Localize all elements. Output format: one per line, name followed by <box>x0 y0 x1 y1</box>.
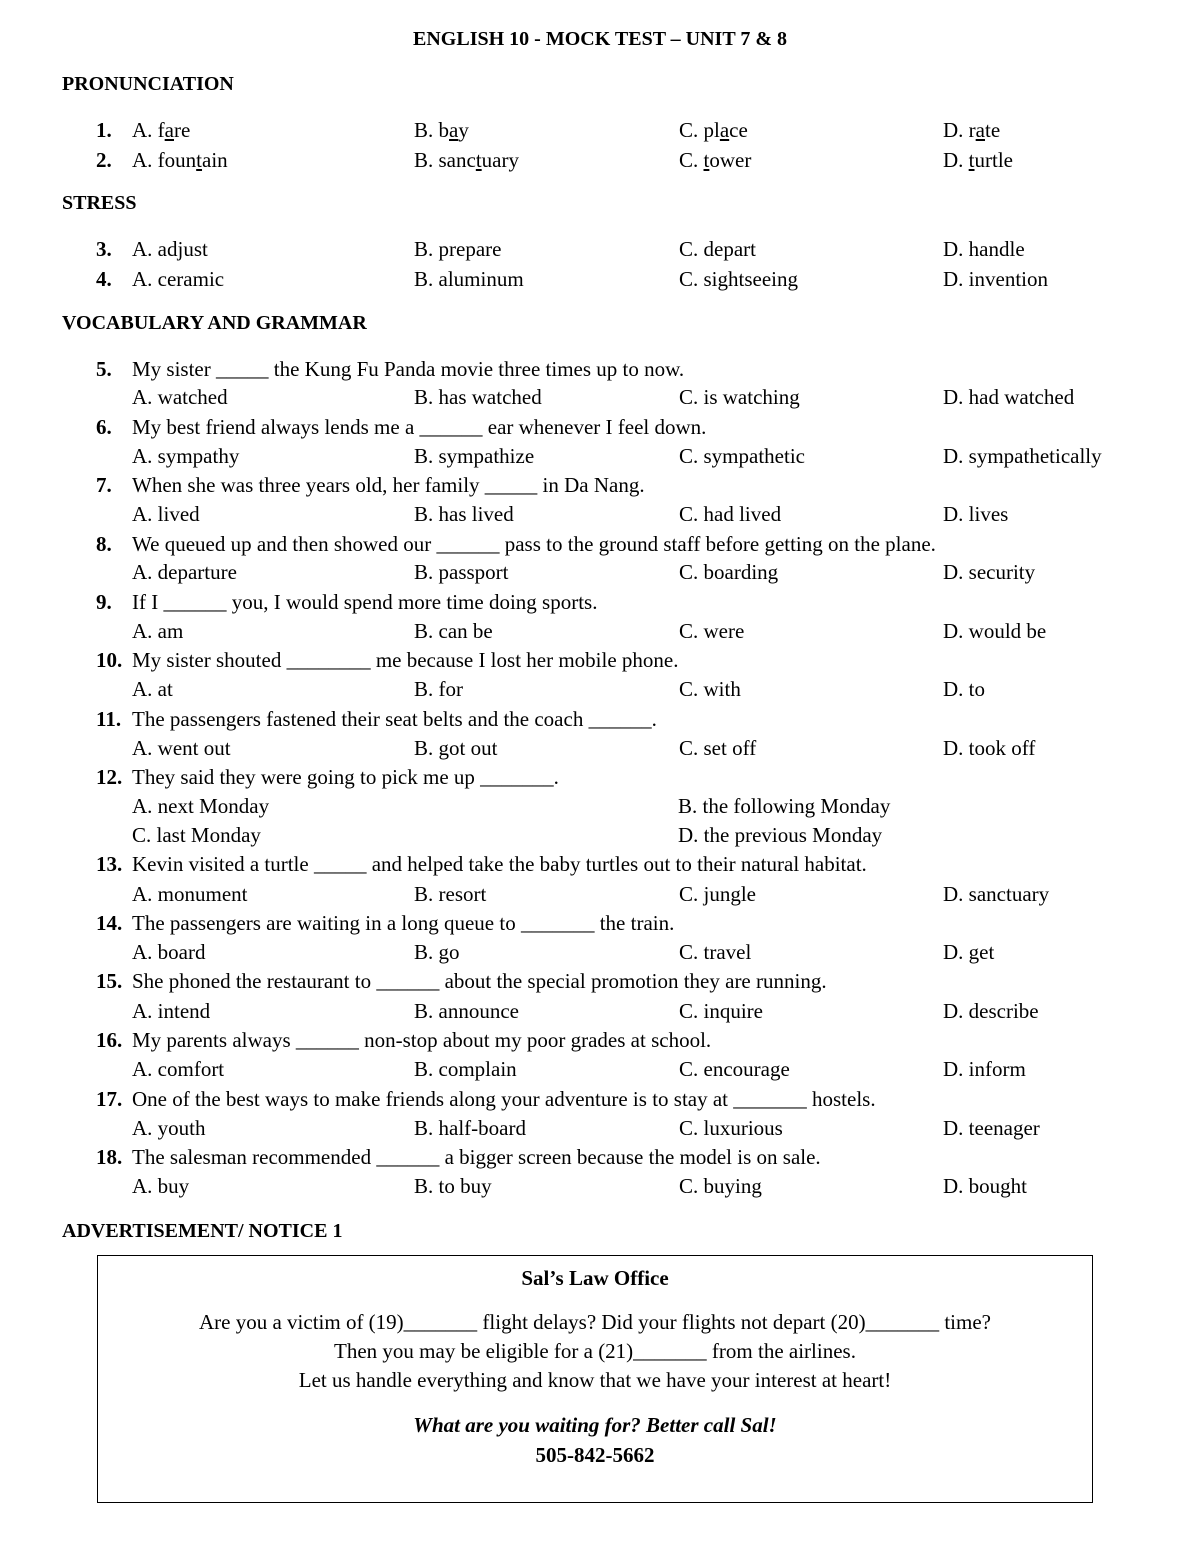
section-vocabulary-grammar: VOCABULARY AND GRAMMAR <box>62 312 367 334</box>
option-a: A. comfort <box>132 1057 225 1081</box>
option-c: C. set off <box>679 736 757 760</box>
option-c: C. encourage <box>679 1057 790 1081</box>
question-text: My parents always ______ non-stop about my poor grades at school. <box>132 1028 712 1052</box>
section-advertisement: ADVERTISEMENT/ NOTICE 1 <box>62 1220 343 1242</box>
page-title: ENGLISH 10 - MOCK TEST – UNIT 7 & 8 <box>413 28 787 50</box>
question-8-options <box>0 560 1200 590</box>
question-6 <box>0 415 1200 445</box>
question-10-options <box>0 677 1200 707</box>
advertisement-box <box>97 1255 1093 1503</box>
option-b: B. half-board <box>414 1116 526 1140</box>
question-14-options <box>0 940 1200 970</box>
option-c: C. with <box>679 677 741 701</box>
option-c: C. sightseeing <box>679 267 798 291</box>
question-text: The passengers are waiting in a long queue to _______ the train. <box>132 911 675 935</box>
option-d: D. the previous Monday <box>678 823 883 847</box>
ad-phone: 505-842-5662 <box>535 1443 655 1467</box>
question-number: 17. <box>96 1087 123 1111</box>
option-b: B. resort <box>414 882 487 906</box>
question-18 <box>0 1145 1200 1175</box>
option-a: A. youth <box>132 1116 206 1140</box>
section-stress: STRESS <box>62 192 137 214</box>
question-text: The passengers fastened their seat belts and the coach ______. <box>132 707 657 731</box>
question-2 <box>0 148 1200 178</box>
question-text: When she was three years old, her family _____ in Da Nang. <box>132 473 645 497</box>
option-d: D. took off <box>943 736 1036 760</box>
option-b: B. prepare <box>414 237 502 261</box>
question-number: 5. <box>96 357 112 381</box>
question-text: They said they were going to pick me up _______. <box>132 765 559 789</box>
question-11-options <box>0 736 1200 766</box>
option-c: C. had lived <box>679 502 782 526</box>
option-a: A. sympathy <box>132 444 240 468</box>
option-b: B. can be <box>414 619 493 643</box>
option-b: B. complain <box>414 1057 517 1081</box>
option-d: D. to <box>943 677 985 701</box>
option-b: B. sympathize <box>414 444 535 468</box>
question-8 <box>0 532 1200 562</box>
question-12 <box>0 765 1200 795</box>
question-text: My sister shouted ________ me because I lost her mobile phone. <box>132 648 679 672</box>
option-d: D. had watched <box>943 385 1075 409</box>
option-a: A. ceramic <box>132 267 225 291</box>
question-14 <box>0 911 1200 941</box>
ad-line-3: Let us handle everything and know that we have your interest at heart! <box>298 1368 892 1392</box>
question-15-options <box>0 999 1200 1029</box>
option-b: B. for <box>414 677 463 701</box>
option-c: C. were <box>679 619 745 643</box>
question-16 <box>0 1028 1200 1058</box>
option-b: B. bay <box>414 118 469 142</box>
question-1 <box>0 118 1200 148</box>
question-number: 18. <box>96 1145 123 1169</box>
question-text: My sister _____ the Kung Fu Panda movie three times up to now. <box>132 357 685 381</box>
option-c: C. buying <box>679 1174 762 1198</box>
question-number: 15. <box>96 969 123 993</box>
option-a: A. departure <box>132 560 237 584</box>
section-pronunciation: PRONUNCIATION <box>62 73 234 95</box>
option-d: D. sanctuary <box>943 882 1050 906</box>
question-10 <box>0 648 1200 678</box>
question-text: If I ______ you, I would spend more time doing sports. <box>132 590 598 614</box>
option-d: D. rate <box>943 118 1001 142</box>
option-d: D. describe <box>943 999 1039 1023</box>
option-a: A. board <box>132 940 206 964</box>
question-13 <box>0 852 1200 882</box>
ad-line-1: Are you a victim of (19)_______ flight delays? Did your flights not depart (20)_______ time? <box>198 1310 991 1334</box>
question-16-options <box>0 1057 1200 1087</box>
question-number: 1. <box>96 118 112 142</box>
question-5-options <box>0 385 1200 415</box>
ad-title: Sal’s Law Office <box>521 1266 669 1290</box>
option-d: D. teenager <box>943 1116 1040 1140</box>
option-c: C. last Monday <box>132 823 261 847</box>
question-7-options <box>0 502 1200 532</box>
option-b: B. the following Monday <box>678 794 891 818</box>
option-d: D. bought <box>943 1174 1027 1198</box>
question-6-options <box>0 444 1200 474</box>
option-b: B. passport <box>414 560 509 584</box>
question-5 <box>0 357 1200 387</box>
question-number: 2. <box>96 148 112 172</box>
option-d: D. turtle <box>943 148 1013 172</box>
option-c: C. depart <box>679 237 756 261</box>
option-a: A. fare <box>132 118 191 142</box>
option-b: B. aluminum <box>414 267 524 291</box>
question-17-options <box>0 1116 1200 1146</box>
ad-slogan: What are you waiting for? Better call Sal! <box>413 1413 777 1437</box>
ad-line-2: Then you may be eligible for a (21)_______ from the airlines. <box>334 1339 856 1363</box>
option-c: C. jungle <box>679 882 756 906</box>
question-number: 14. <box>96 911 123 935</box>
option-b: B. go <box>414 940 460 964</box>
option-c: C. boarding <box>679 560 779 584</box>
question-text: We queued up and then showed our ______ pass to the ground staff before getting on the plane. <box>132 532 936 556</box>
option-c: C. tower <box>679 148 752 172</box>
question-9-options <box>0 619 1200 649</box>
option-d: D. invention <box>943 267 1048 291</box>
question-17 <box>0 1087 1200 1117</box>
question-number: 9. <box>96 590 112 614</box>
option-a: A. intend <box>132 999 211 1023</box>
question-number: 11. <box>96 707 122 731</box>
question-number: 7. <box>96 473 112 497</box>
option-a: A. went out <box>132 736 231 760</box>
question-11 <box>0 707 1200 737</box>
question-text: My best friend always lends me a ______ ear whenever I feel down. <box>132 415 707 439</box>
question-text: She phoned the restaurant to ______ about the special promotion they are running. <box>132 969 827 993</box>
question-number: 12. <box>96 765 123 789</box>
option-d: D. sympathetically <box>943 444 1102 468</box>
option-a: A. at <box>132 677 173 701</box>
question-18-options <box>0 1174 1200 1204</box>
question-number: 6. <box>96 415 112 439</box>
question-4 <box>0 267 1200 297</box>
option-d: D. would be <box>943 619 1047 643</box>
option-a: A. lived <box>132 502 200 526</box>
question-number: 13. <box>96 852 123 876</box>
question-number: 16. <box>96 1028 123 1052</box>
option-a: A. adjust <box>132 237 208 261</box>
option-b: B. announce <box>414 999 519 1023</box>
option-c: C. travel <box>679 940 752 964</box>
question-number: 8. <box>96 532 112 556</box>
question-12-options-row1 <box>0 794 1200 824</box>
question-number: 3. <box>96 237 112 261</box>
question-7 <box>0 473 1200 503</box>
question-number: 10. <box>96 648 123 672</box>
option-a: A. monument <box>132 882 248 906</box>
option-d: D. security <box>943 560 1036 584</box>
option-c: C. inquire <box>679 999 763 1023</box>
option-d: D. handle <box>943 237 1025 261</box>
option-a: A. next Monday <box>132 794 270 818</box>
option-b: B. to buy <box>414 1174 492 1198</box>
option-a: A. buy <box>132 1174 190 1198</box>
question-13-options <box>0 882 1200 912</box>
option-b: B. has lived <box>414 502 514 526</box>
question-12-options-row2 <box>0 823 1200 853</box>
option-c: C. luxurious <box>679 1116 783 1140</box>
option-b: B. has watched <box>414 385 542 409</box>
question-text: The salesman recommended ______ a bigger screen because the model is on sale. <box>132 1145 821 1169</box>
option-c: C. place <box>679 118 748 142</box>
option-a: A. watched <box>132 385 228 409</box>
question-text: One of the best ways to make friends along your adventure is to stay at _______ hostels. <box>132 1087 876 1111</box>
option-b: B. got out <box>414 736 498 760</box>
question-3 <box>0 237 1200 267</box>
option-c: C. sympathetic <box>679 444 805 468</box>
option-d: D. inform <box>943 1057 1026 1081</box>
option-a: A. am <box>132 619 184 643</box>
option-d: D. lives <box>943 502 1009 526</box>
question-15 <box>0 969 1200 999</box>
question-text: Kevin visited a turtle _____ and helped take the baby turtles out to their natural habitat. <box>132 852 867 876</box>
question-9 <box>0 590 1200 620</box>
question-number: 4. <box>96 267 112 291</box>
option-b: B. sanctuary <box>414 148 519 172</box>
option-c: C. is watching <box>679 385 800 409</box>
option-a: A. fountain <box>132 148 228 172</box>
option-d: D. get <box>943 940 995 964</box>
